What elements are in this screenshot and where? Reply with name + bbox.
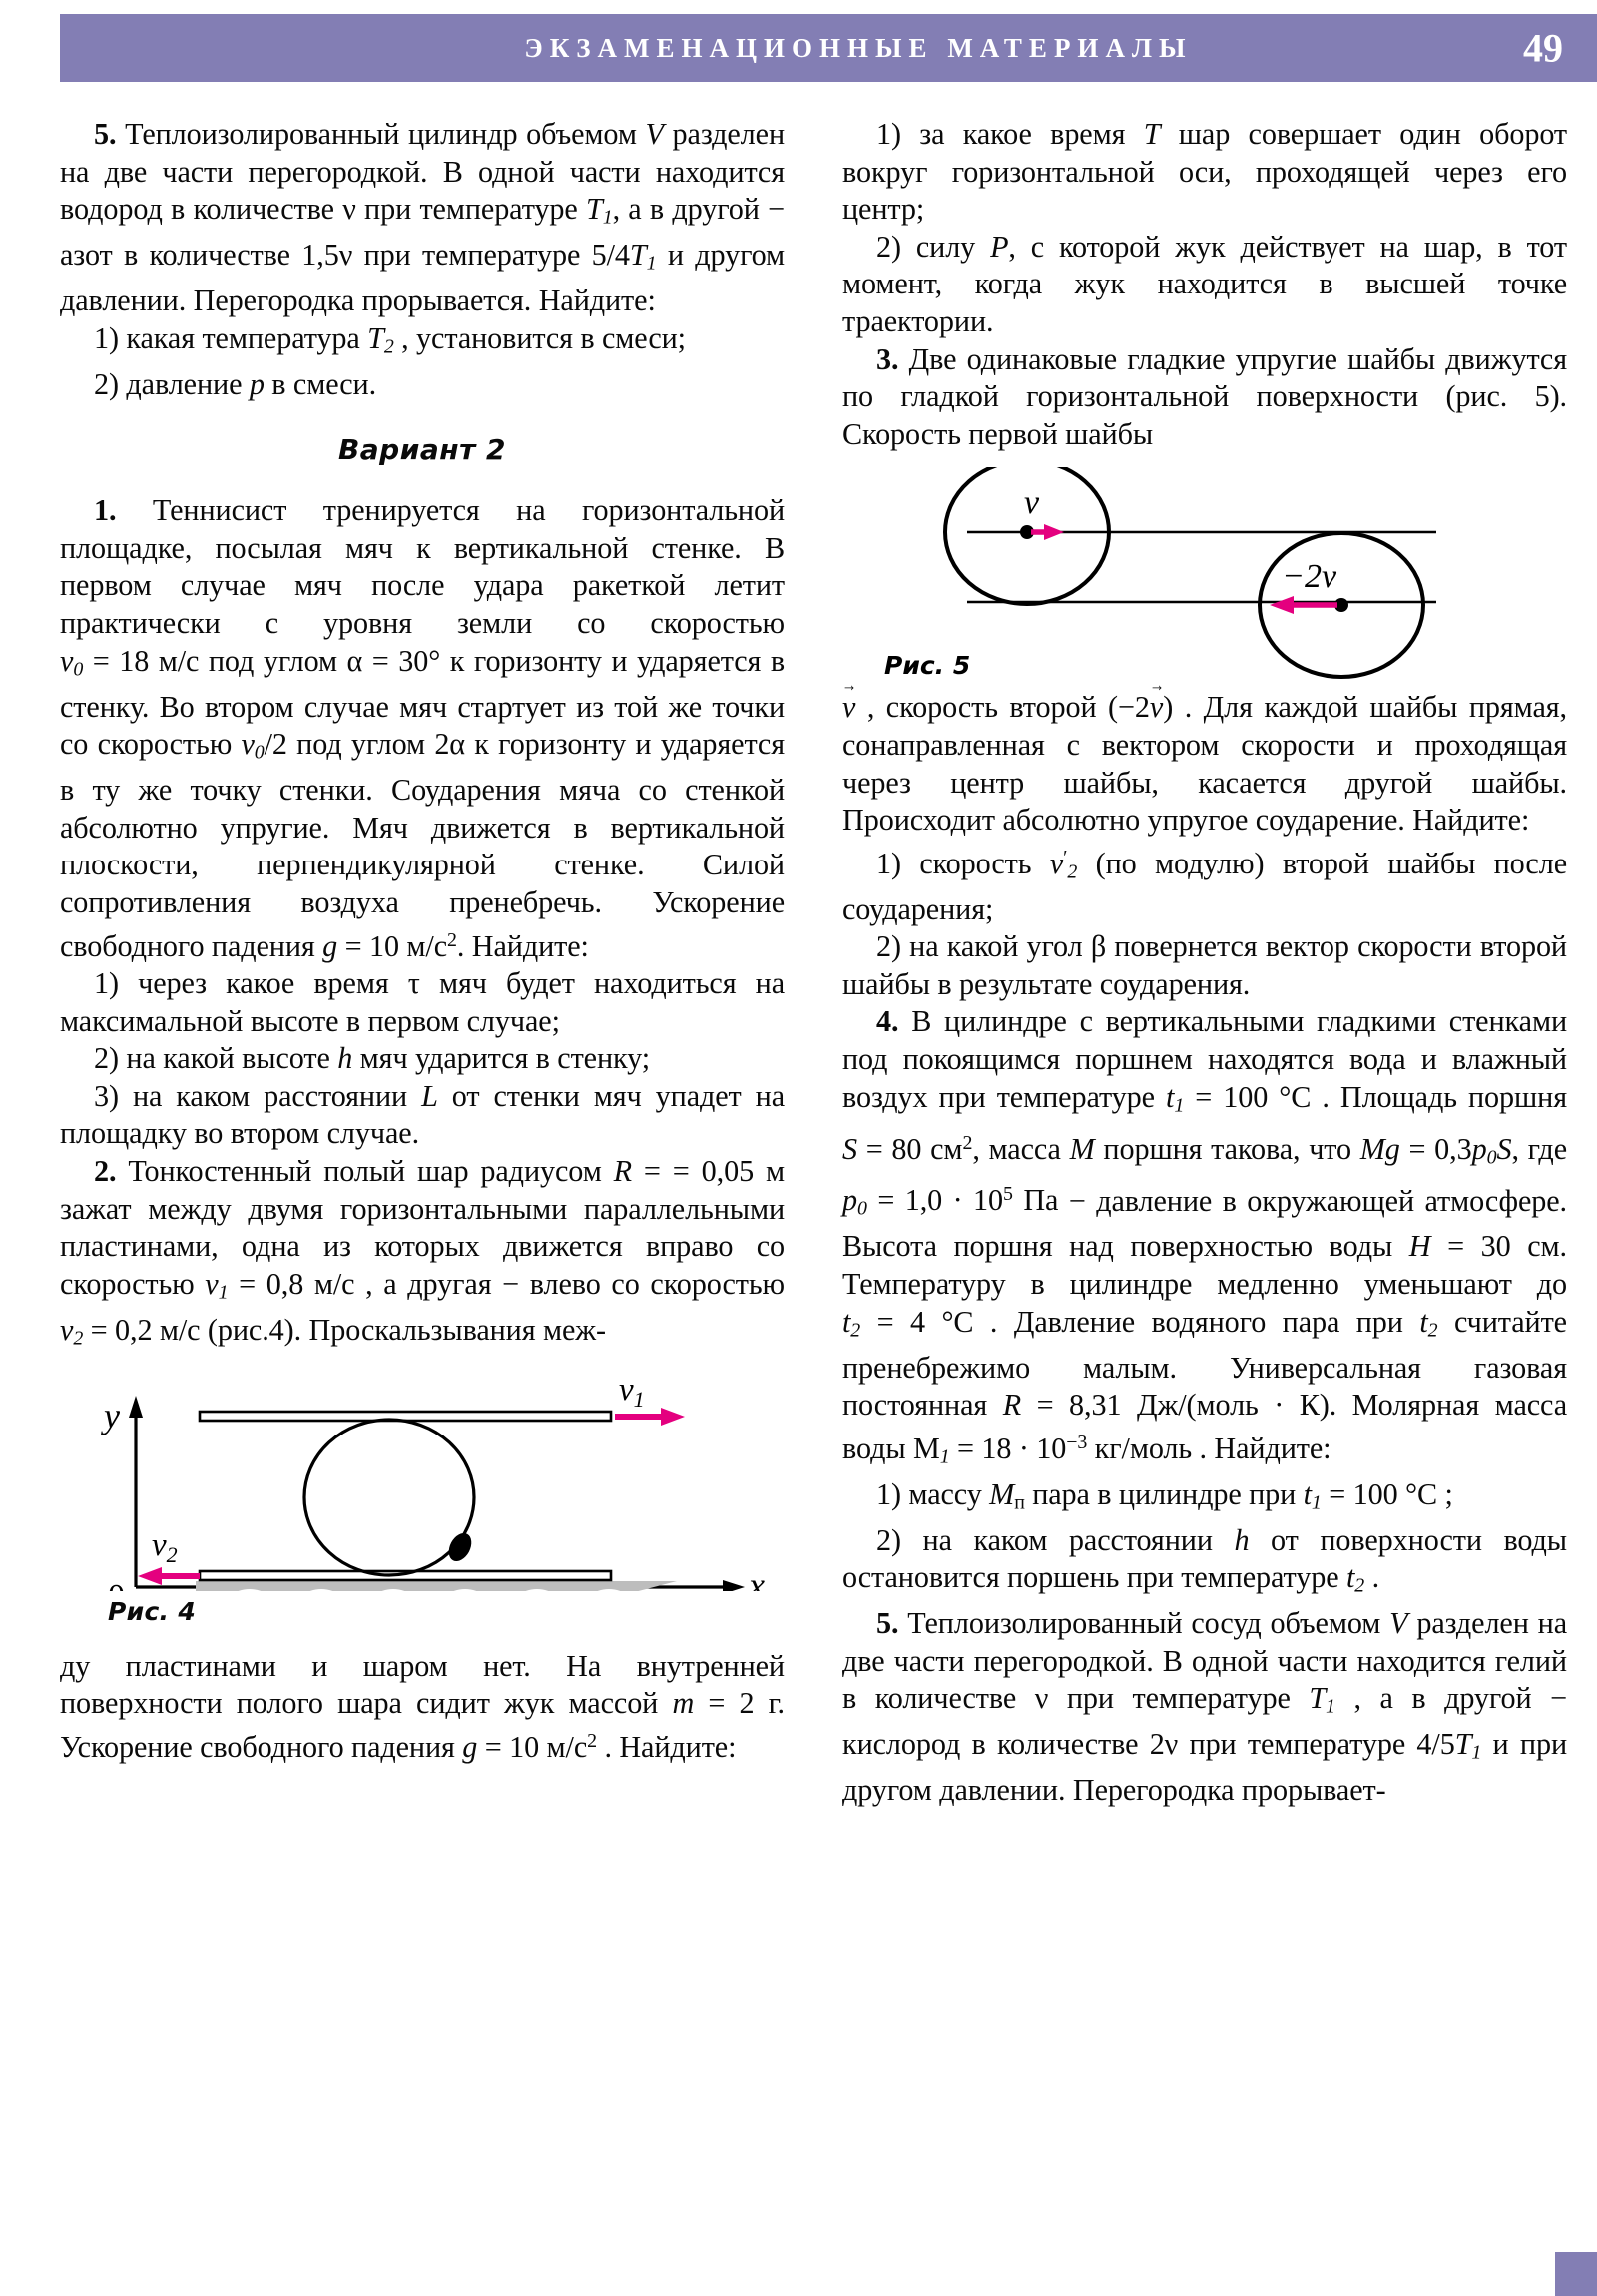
text-run: какая температура (118, 320, 368, 355)
text-run: , масса (972, 1131, 1070, 1166)
text-run: при температуре (352, 238, 592, 273)
subscript: 1 (1471, 1741, 1482, 1764)
left-column (60, 116, 785, 1810)
problem-1-item-2 (60, 1040, 785, 1078)
subscript: 0 (857, 1197, 867, 1220)
item-marker: 1) (94, 966, 119, 1001)
label-v2: $v_2$ (152, 1526, 178, 1567)
symbol-t1: t (1303, 1476, 1312, 1511)
text-run: Теплоизолированный сосуд объемом (898, 1606, 1390, 1641)
text-run: через какое время (118, 966, 408, 1001)
text-run: (рис.4). Проскальзывания меж- (200, 1312, 606, 1347)
text-run: разделен на две части перегородкой. В одной части находится гелий в количестве (842, 1606, 1567, 1716)
subscript: 2 (73, 1327, 84, 1350)
symbol: T (367, 320, 384, 355)
text-run: от поверхности воды остановится поршень при температуре (842, 1522, 1567, 1595)
variant-heading: Вариант 2 (337, 433, 507, 467)
symbol-p0: p (1471, 1131, 1487, 1166)
item-marker: 2) (94, 366, 119, 401)
text-run: разделен на две части перегородкой. В одной части находится водород в количестве (60, 117, 785, 227)
symbol-t2: t (1419, 1304, 1428, 1339)
value: = = 0,05 м (632, 1154, 785, 1189)
text-run: . Температуру в цилиндре медленно уменьшают до (842, 1229, 1567, 1302)
text-run: мяч будет находиться на максимальной высоте в первом случае; (60, 966, 785, 1038)
symbol: p (249, 366, 265, 401)
text-run: . Найдите: (597, 1729, 737, 1764)
value: = 0,3 (1399, 1131, 1472, 1166)
text-run: − давление в окружающей атмосфере. Высота поршня над поверхностью воды (842, 1183, 1567, 1264)
symbol-v1: v (205, 1266, 219, 1301)
text-run: мяч ударится в стенку; (352, 1041, 651, 1076)
value: = 80 см (857, 1131, 963, 1166)
figure-4-caption: Рис. 4 (108, 1596, 197, 1626)
problem-3-item-2 (842, 928, 1567, 1003)
problem-5-statement (842, 1605, 1567, 1810)
subscript: п (1014, 1491, 1025, 1514)
problem-number: 3. (876, 341, 899, 376)
problem-2-item-1 (842, 116, 1567, 229)
text-run: давление (118, 366, 250, 401)
symbol-beta: β (1090, 929, 1107, 964)
value: = 1,0 · 10 (866, 1183, 1004, 1218)
text-run: . Давление водяного пара при (973, 1304, 1420, 1339)
text-run: массу (900, 1476, 990, 1511)
item-marker: 2) (876, 229, 901, 264)
item-marker: 3) (94, 1078, 119, 1113)
ground-shading (196, 1581, 677, 1591)
symbol-nu: ν (1034, 1681, 1049, 1716)
text-run: Теплоизолированный цилиндр объемом (116, 117, 646, 151)
symbol-v-vector: v → (842, 689, 855, 727)
text-run: , а в другой − кислород в количестве (842, 1681, 1567, 1762)
text-run: зажат между двумя горизонтальными параллельными пластинами, одна из которых движется вправо со скоростью (60, 1191, 785, 1301)
superscript: 2 (962, 1131, 973, 1154)
figure-5-svg (842, 467, 1567, 689)
text-run: . Площадь поршня (1311, 1079, 1567, 1114)
item-marker: 1) (876, 1476, 901, 1511)
symbol-t1: t (1166, 1079, 1175, 1114)
symbol-h: h (337, 1041, 353, 1076)
superscript: 2 (587, 1729, 597, 1752)
symbol-h: h (1234, 1522, 1250, 1557)
text-run: силу (900, 229, 991, 264)
text-run: , а другая − влево со скоростью (354, 1266, 785, 1301)
symbol-H: H (1408, 1229, 1431, 1264)
value-alpha: α = 30° (346, 643, 441, 678)
symbol-v2: v (60, 1312, 74, 1347)
v2-arrow-head (138, 1567, 162, 1585)
text-run: к горизонту и ударяется в стенку. Во втором случае мяч стартует из той же точки со скоростью (60, 643, 785, 762)
page-title: ЭКЗАМЕНАЦИОННЫЕ МАТЕРИАЛЫ (524, 32, 1193, 63)
text-run: поршня такова, что (1094, 1131, 1360, 1166)
problem-3-statement (842, 341, 1567, 454)
problem-3-item-1 (842, 840, 1567, 929)
value-amount: 1,5ν (301, 238, 353, 273)
symbol-v2: v (1049, 846, 1064, 880)
text-run: Две одинаковые гладкие упругие шайбы движутся по гладкой горизонтальной поверхности (рис. 5). Скорость первой шайбы (842, 341, 1567, 451)
prime-mark: ′ (1063, 846, 1068, 868)
item-marker: 1) (876, 117, 901, 151)
label-y-axis: y (104, 1395, 120, 1435)
item-marker: 2) (94, 1041, 119, 1076)
text-run: считайте пренебрежимо малым. Универсальная газовая постоянная (842, 1304, 1567, 1423)
subscript: 1 (939, 1445, 950, 1468)
problem-number: 5. (94, 117, 117, 151)
value: = 4 °C (860, 1304, 974, 1339)
problem-4-item-2 (842, 1522, 1567, 1606)
text-run: под углом (208, 643, 347, 678)
problem-1-statement (60, 492, 785, 965)
text-run: на какой угол (900, 929, 1091, 964)
text-run: на какой высоте (118, 1041, 338, 1076)
symbol-t2: t (842, 1304, 851, 1339)
text-run: . Найдите: (456, 928, 589, 963)
symbol-T1: T (1454, 1727, 1472, 1762)
figure-4 (60, 1376, 785, 1591)
figure-5-caption: Рис. 5 (884, 651, 971, 681)
value-amount: 2ν (1149, 1727, 1179, 1762)
y-axis-arrowhead (129, 1396, 143, 1418)
label-x-axis: x (749, 1564, 765, 1591)
text-run: при температуре (1048, 1681, 1310, 1716)
symbol-m: m (672, 1686, 695, 1721)
value: . (1364, 1560, 1380, 1595)
fraction: 4/5 (1416, 1727, 1455, 1762)
text-run: . Ускорение свободного падения (60, 1686, 785, 1764)
text-run: (по модулю) второй шайбы после соударения; (842, 846, 1567, 926)
symbol-p0: p (842, 1183, 857, 1218)
superscript: 5 (1003, 1183, 1013, 1206)
subscript: 0 (73, 658, 84, 681)
text-run: , скорость второй (855, 690, 1109, 725)
problem-2-statement-continued (60, 1648, 785, 1767)
text-run: скорость (900, 846, 1050, 880)
page-header-banner (60, 14, 1597, 82)
symbol-M: M (1069, 1131, 1095, 1166)
symbol-S: S (842, 1131, 857, 1166)
v1-arrow-head (661, 1408, 685, 1426)
two-column-body (60, 116, 1567, 1810)
problem-number: 1. (94, 493, 117, 528)
symbol-T: T (585, 192, 603, 227)
text-run: пара в цилиндре при (1024, 1476, 1304, 1511)
problem-1-item-3 (60, 1078, 785, 1153)
value: = 30 см (1430, 1229, 1560, 1264)
problem-4-statement (842, 1003, 1567, 1475)
text-run: Теннисист тренируется на горизонтальной площадке, посылая мяч к вертикальной стенке. В первом случае мяч после удара ракеткой летит практически с уровня земли со скоростью (60, 493, 785, 641)
symbol-R: R (613, 1154, 632, 1189)
right-column (842, 116, 1567, 1810)
subscript: 1 (1174, 1093, 1185, 1116)
symbol-T1: T (1309, 1681, 1327, 1716)
symbol-P: P (990, 229, 1009, 264)
problem-2-statement (60, 1153, 785, 1358)
page-number: 49 (1523, 25, 1563, 71)
text-run: на каком расстоянии (118, 1078, 422, 1113)
text-run: , установится в смеси; (393, 320, 686, 355)
bug-marker (444, 1529, 476, 1565)
unit: Па (1012, 1183, 1059, 1218)
symbol-V: V (1389, 1606, 1408, 1641)
symbol-v: v (60, 643, 74, 678)
text-run: . Найдите: (1192, 1431, 1331, 1465)
symbol-g: g (322, 928, 338, 963)
value: /2 (264, 727, 287, 762)
symbol-v-vector: v → (1150, 689, 1163, 727)
symbol-R: R (1002, 1388, 1022, 1423)
fraction: 5/4 (591, 238, 630, 273)
subscript: 1 (1326, 1695, 1335, 1718)
text-run: Тонкостенный полый шар радиусом (116, 1154, 614, 1189)
text-run: . Молярная масса воды (842, 1388, 1568, 1465)
subscript: 0 (1486, 1145, 1497, 1168)
unit: кг/моль (1087, 1431, 1193, 1465)
text-run: , а в другой − азот в количестве (60, 192, 785, 273)
value: = 10 м/с (477, 1729, 588, 1764)
symbol-M-pair: M (989, 1476, 1015, 1511)
value: = 100 °C (1184, 1079, 1312, 1114)
text-run: , с которой жук действует на шар, в тот момент, когда жук находится в высшей точке траектории. (842, 229, 1567, 338)
text-run: в смеси. (264, 366, 377, 401)
figure-4-svg (60, 1376, 785, 1591)
symbol-tau: τ (407, 966, 420, 1001)
symbol-L: L (421, 1078, 438, 1113)
problem-5-item-2 (60, 366, 785, 404)
symbol-S: S (1496, 1131, 1512, 1166)
item-marker: 1) (94, 320, 119, 355)
value: = 2 г (694, 1686, 778, 1721)
subscript: 2 (383, 335, 394, 358)
text-run: шар совершает один оборот вокруг горизонтальной оси, проходящей через его центр; (842, 117, 1568, 227)
item-marker: 1) (876, 846, 901, 880)
subscript: 2 (1354, 1574, 1365, 1597)
subscript: 1 (1311, 1491, 1322, 1514)
item-marker: 2) (876, 929, 901, 964)
item-marker: 2) (876, 1522, 901, 1557)
value: = 0,2 м/с (83, 1312, 201, 1347)
value: = 100 °C ; (1321, 1476, 1453, 1511)
text-run: повернется вектор скорости второй шайбы в результате соударения. (842, 929, 1567, 1001)
value: = 10 м/с (337, 928, 447, 963)
subscript: 2 (1067, 861, 1078, 883)
text-run: . Для каждой шайбы прямая, сонаправленная с вектором скорости и проходящая через центр шайбы, касается другой шайбы. Происходит абсолютно упругое соударение. Найдите: (842, 690, 1567, 838)
label-minus-2v: −2v (1282, 558, 1337, 596)
label-v: v (1024, 484, 1040, 522)
value: −2 (1118, 690, 1150, 725)
text-run: В цилиндре с вертикальными гладкими стенками под покоящимся поршнем находятся вода и влажный воздух при температуре (842, 1004, 1567, 1114)
text-run: за какое время (900, 117, 1144, 151)
problem-4-item-1 (842, 1476, 1567, 1522)
subscript: 2 (1427, 1318, 1438, 1341)
value: = 0,8 м/с (228, 1266, 355, 1301)
problem-5-item-1 (60, 320, 785, 366)
problem-number: 4. (876, 1004, 899, 1039)
text-run: к горизонту и ударяется в ту же точку стенки. Соударения мяча со стенкой абсолютно упругие. Мяч движется в вертикальной плоскости, перпендикулярной стенке. Силой сопротивления воздуха пренебречь. Ускорение свободного падения (60, 727, 786, 963)
text-run: при температуре (355, 192, 586, 227)
subscript: 1 (218, 1281, 229, 1304)
problem-1-item-1 (60, 965, 785, 1040)
superscript: −3 (1066, 1431, 1088, 1453)
symbol-T: T (1143, 117, 1161, 151)
text-run: , где (1511, 1131, 1567, 1166)
value: = 8,31 Дж/(моль · К) (1021, 1388, 1330, 1423)
value: = 18 · 10 (949, 1431, 1067, 1465)
figure-5 (842, 467, 1567, 689)
label-v1: $v_1$ (619, 1375, 645, 1412)
text-run: под углом (286, 727, 435, 762)
problem-3-statement-continued: v → , скорость второй (−2v →) . Для каждой шайбы прямая, сонаправленная с вектором скорости и проходящая через центр шайбы, касается другой шайбы. Происходит абсолютно упругое соударение. Найдите: (842, 689, 1567, 839)
text-run: и другом давлении. Перегородка прорывается. Найдите: (60, 238, 786, 318)
value: = 18 м/с (83, 643, 209, 678)
problem-number: 2. (94, 1154, 117, 1189)
label-origin (108, 1578, 125, 1591)
symbol-v: v (241, 727, 255, 762)
text-run: ду пластинами и шаром нет. На внутренней поверхности полого шара сидит жук массой (60, 1648, 785, 1721)
text-run: от стенки мяч упадет на площадку во втором случае. (60, 1078, 785, 1151)
symbol-nu: ν (342, 192, 356, 227)
corner-mark (1555, 2252, 1597, 2296)
problem-5-statement-prev-variant: 5. Теплоизолированный цилиндр объемом V разделен на две части перегородкой. В одной части находится водород в количестве ν при температуре $T_1$, а в другой − азот в количестве 1,5ν при температуре $5/4T_1$ и другом давлении. Перегородка прорывается. Найдите: (60, 117, 786, 318)
text-run: и при другом давлении. Перегородка прорывает- (842, 1727, 1567, 1808)
problem-number: 5. (876, 1606, 899, 1641)
superscript: 2 (447, 928, 457, 951)
symbol-M1: М (912, 1431, 940, 1465)
text-run: на каком расстоянии (900, 1522, 1235, 1557)
symbol-t2: t (1345, 1560, 1355, 1595)
value-2alpha: 2α (434, 727, 466, 762)
upper-plate (200, 1412, 611, 1421)
subscript: 1 (602, 206, 613, 229)
subscript: 2 (850, 1318, 861, 1341)
symbol-g: g (462, 1729, 478, 1764)
x-axis-arrowhead (723, 1580, 745, 1591)
formula-Mg: Mg (1359, 1131, 1400, 1166)
hollow-ball (304, 1420, 474, 1575)
subscript: 0 (254, 741, 265, 764)
problem-2-item-2 (842, 229, 1567, 341)
text-run: при температуре (1178, 1727, 1417, 1762)
